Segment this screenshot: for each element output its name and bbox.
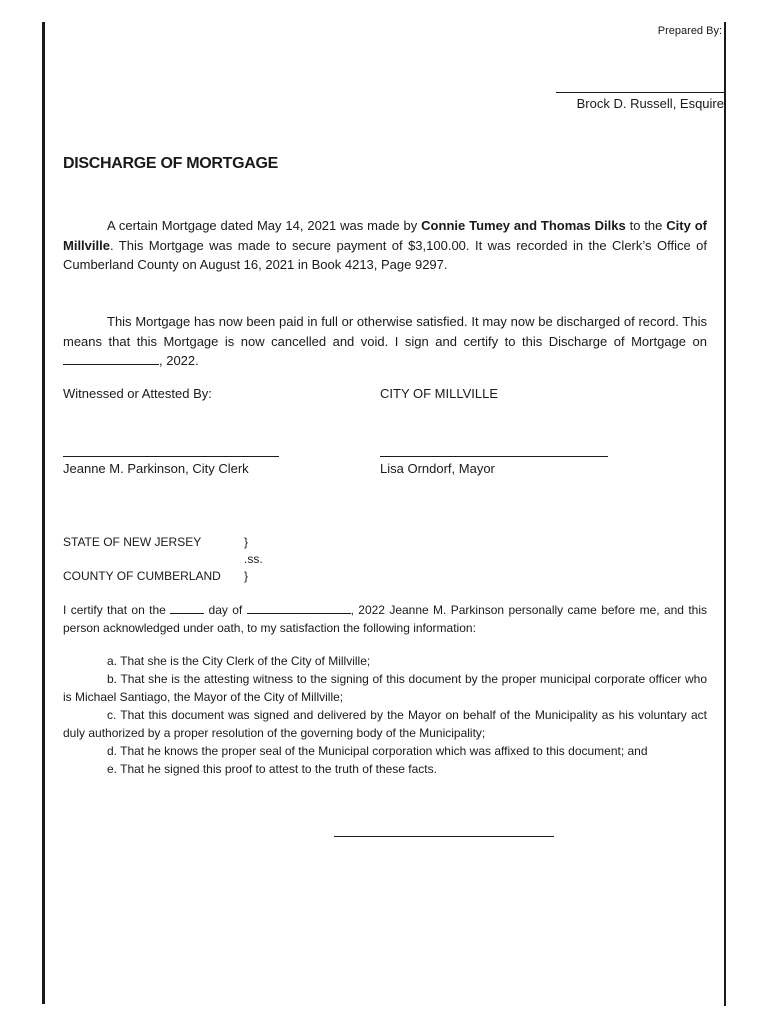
list-item: b. That she is the attesting witness to the signing of this document by the proper municipal corporate officer who is Michael Santiago, the Mayor of the City of Millville;: [63, 672, 707, 704]
borrowers-names: Connie Tumey and Thomas Dilks: [421, 218, 626, 233]
certification-paragraph: [63, 601, 707, 637]
list-item: e. That he signed this proof to attest to the truth of these facts.: [107, 762, 437, 776]
cert-text-c: , 2022 Jeanne M. Parkinson personally came before me, and this person acknowledged under oath, to my satisfaction the following information:: [63, 603, 707, 635]
witness-signature-line[interactable]: [334, 828, 554, 837]
discharge-date-blank[interactable]: [63, 352, 159, 365]
clerk-signature-line[interactable]: [63, 446, 279, 457]
list-item: c. That this document was signed and delivered by the Mayor on behalf of the Municipality as his voluntary act duly authorized by a proper resolution of the governing body of the Municipality;: [63, 708, 707, 740]
certification-items: [63, 652, 707, 778]
left-margin-rule: [42, 22, 45, 1004]
p1-text-b: to the: [625, 218, 667, 233]
venue-brace-close: }: [244, 569, 249, 583]
prepared-by-label: Prepared By:: [657, 25, 722, 37]
right-margin-rule: [724, 22, 726, 1006]
p2-text-b: , 2022.: [159, 353, 199, 368]
p1-text-c: . This Mortgage was made to secure payment of $3,100.00. It was recorded in the Clerk’s Office of Cumberland County on August 16, 2021 in Book 4213, Page 9297.: [63, 237, 707, 272]
mortgage-paragraph: [63, 216, 707, 275]
discharge-paragraph: [63, 312, 707, 371]
city-label: CITY OF MILLVILLE: [380, 386, 499, 401]
preparer-signature-line: [556, 80, 724, 93]
cert-text-a: I certify that on the: [63, 603, 171, 617]
cert-month-blank[interactable]: [247, 603, 351, 614]
cert-day-blank[interactable]: [170, 603, 204, 614]
list-item: d. That he knows the proper seal of the Municipal corporation which was affixed to this document; and: [107, 744, 648, 758]
venue-ss: .ss.: [244, 552, 263, 566]
document-title: DISCHARGE OF MORTGAGE: [63, 155, 279, 172]
lender-name: City of Millville: [63, 218, 707, 253]
cert-text-b: day of: [204, 603, 247, 617]
p1-text-a: A certain Mortgage dated May 14, 2021 was made by: [107, 218, 422, 233]
venue-brace-open: }: [244, 535, 249, 549]
mayor-name: Lisa Orndorf, Mayor: [380, 461, 495, 476]
venue-county: COUNTY OF CUMBERLAND: [63, 569, 221, 583]
mayor-signature-line[interactable]: [380, 446, 608, 457]
list-item: a. That she is the City Clerk of the City of Millville;: [107, 654, 371, 668]
preparer-name: Brock D. Russell, Esquire: [576, 96, 724, 111]
clerk-name: Jeanne M. Parkinson, City Clerk: [63, 461, 249, 476]
venue-state: STATE OF NEW JERSEY: [63, 535, 202, 549]
witness-label: Witnessed or Attested By:: [63, 386, 212, 401]
p2-text-a: This Mortgage has now been paid in full or otherwise satisfied. It may now be discharged of record. This means that this Mortgage is now cancelled and void. I sign and certify to this Discharge of Mortgage on: [63, 314, 707, 349]
